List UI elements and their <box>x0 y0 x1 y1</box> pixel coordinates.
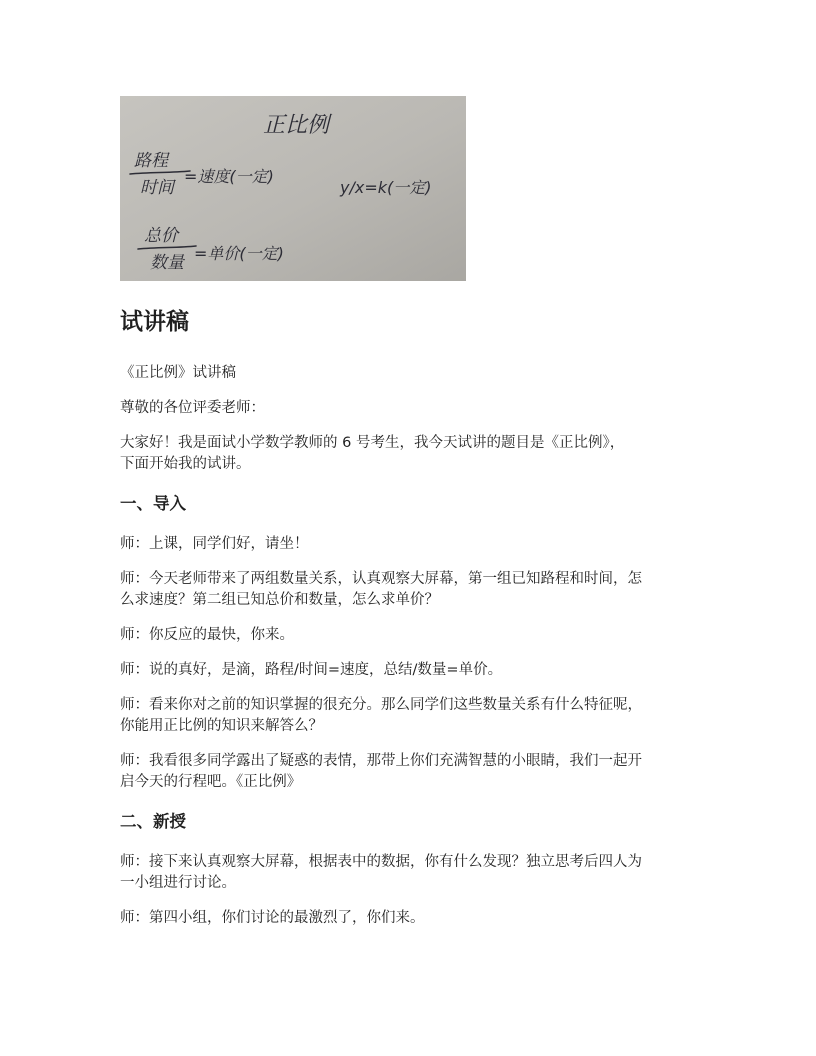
paragraph-line: 么求速度？第二组已知总价和数量，怎么求单价？ <box>120 592 439 608</box>
paragraph-line: 你能用正比例的知识来解答么？ <box>120 718 323 734</box>
section-heading-new-lesson: 二、新授 <box>120 812 186 831</box>
document-content <box>120 304 696 929</box>
section1-paragraph-6 <box>120 751 696 793</box>
photo-line1-numerator: 路程 <box>134 151 168 171</box>
section2-paragraph-1 <box>120 852 696 894</box>
document-subtitle: 《正比例》试讲稿 <box>120 365 236 381</box>
photo-line2-numerator: 总价 <box>144 226 178 246</box>
intro-line: 大家好！我是面试小学数学教师的 6 号考生，我今天试讲的题目是《正比例》， <box>120 435 625 451</box>
photo-line1-result: =速度(一定) <box>184 167 274 186</box>
photo-line2-denominator: 数量 <box>150 253 184 273</box>
handwritten-notes-photo <box>120 96 466 281</box>
section1-paragraph-2 <box>120 569 696 611</box>
paragraph-line: 启今天的行程吧。《正比例》 <box>120 774 302 790</box>
handwritten-notes-drawing <box>120 96 466 281</box>
paragraph-line: 师：接下来认真观察大屏幕，根据表中的数据，你有什么发现？独立思考后四人为 <box>120 854 642 870</box>
paragraph-line: 师：今天老师带来了两组数量关系，认真观察大屏幕，第一组已知路程和时间，怎 <box>120 571 642 587</box>
greeting-paragraph: 尊敬的各位评委老师： <box>120 400 265 416</box>
paragraph-line: 一小组进行讨论。 <box>120 875 236 891</box>
section-heading-intro: 一、导入 <box>120 494 186 513</box>
document-title: 试讲稿 <box>120 309 189 335</box>
paragraph-line: 师：我看很多同学露出了疑惑的表情，那带上你们充满智慧的小眼睛，我们一起开 <box>120 753 642 769</box>
section1-paragraph-4: 师：说的真好，是滴，路程/时间=速度，总结/数量=单价。 <box>120 662 503 678</box>
photo-heading: 正比例 <box>263 113 330 138</box>
intro-line: 下面开始我的试讲。 <box>120 456 251 472</box>
photo-formula: y/x=k(一定) <box>340 178 432 197</box>
photo-line1-denominator: 时间 <box>140 178 174 198</box>
section1-paragraph-3: 师：你反应的最快，你来。 <box>120 627 294 643</box>
paragraph-line: 师：看来你对之前的知识掌握的很充分。那么同学们这些数量关系有什么特征呢， <box>120 697 642 713</box>
intro-paragraph <box>120 433 696 475</box>
section2-paragraph-2: 师：第四小组，你们讨论的最激烈了，你们来。 <box>120 910 425 926</box>
section1-paragraph-5 <box>120 695 696 737</box>
photo-line2-result: =单价(一定) <box>194 244 284 263</box>
section1-paragraph-1: 师：上课，同学们好，请坐！ <box>120 536 309 552</box>
